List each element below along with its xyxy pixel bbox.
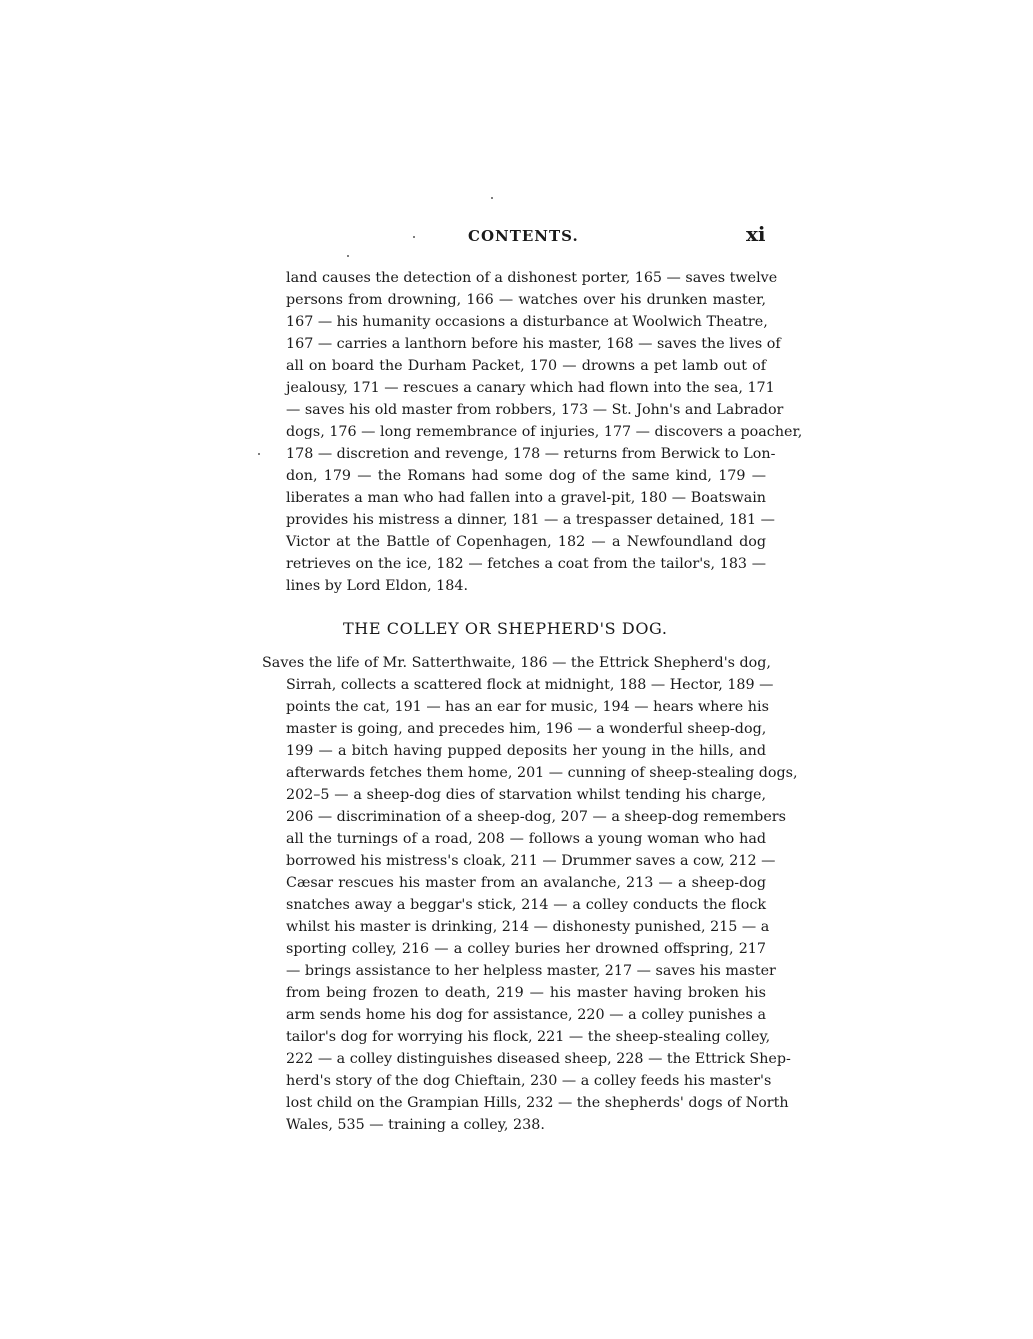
text-line: all on board the Durham Packet, 170 — drowns a pet lamb out of — [286, 358, 766, 374]
scan-speck — [491, 197, 493, 199]
text-line: 206 — discrimination of a sheep-dog, 207 — a sheep-dog remembers — [286, 809, 786, 825]
text-line: herd's story of the dog Chieftain, 230 — a colley feeds his master's — [286, 1073, 772, 1089]
text-line: afterwards fetches them home, 201 — cunning of sheep-stealing dogs, — [286, 765, 798, 781]
text-line: Saves the life of Mr. Satterthwaite, 186 — the Ettrick Shepherd's dog, — [262, 655, 771, 671]
scan-speck — [258, 453, 260, 455]
text-line: 202–5 — a sheep-dog dies of starvation whilst tending his charge, — [286, 787, 766, 803]
text-line: all the turnings of a road, 208 — follows a young woman who had — [286, 831, 766, 847]
text-line: borrowed his mistress's cloak, 211 — Drummer saves a cow, 212 — — [286, 853, 776, 869]
text-line: snatches away a beggar's stick, 214 — a colley conducts the flock — [286, 897, 766, 913]
text-line: — saves his old master from robbers, 173 — St. John's and Labrador — [286, 402, 784, 418]
text-line: tailor's dog for worrying his flock, 221 — the sheep-stealing colley, — [286, 1029, 771, 1045]
scan-speck — [413, 236, 415, 238]
page-number: xi — [746, 222, 766, 246]
text-line: persons from drowning, 166 — watches over his drunken master, — [286, 292, 766, 308]
text-line: provides his mistress a dinner, 181 — a trespasser detained, 181 — — [286, 512, 775, 528]
running-header-title: CONTENTS. — [468, 227, 579, 245]
text-line: master is going, and precedes him, 196 — a wonderful sheep-dog, — [286, 721, 767, 737]
text-line: arm sends home his dog for assistance, 220 — a colley punishes a — [286, 1007, 766, 1023]
text-line: from being frozen to death, 219 — his master having broken his — [286, 985, 766, 1001]
text-line: liberates a man who had fallen into a gravel-pit, 180 — Boatswain — [286, 490, 766, 506]
text-line: jealousy, 171 — rescues a canary which had flown into the sea, 171 — [286, 380, 775, 396]
text-line: Wales, 535 — training a colley, 238. — [286, 1117, 545, 1133]
text-line: points the cat, 191 — has an ear for music, 194 — hears where his — [286, 699, 769, 715]
text-line: don, 179 — the Romans had some dog of the same kind, 179 — — [286, 468, 766, 484]
text-line: land causes the detection of a dishonest porter, 165 — saves twelve — [286, 270, 778, 286]
text-line: 199 — a bitch having pupped deposits her young in the hills, and — [286, 743, 766, 759]
text-line: whilst his master is drinking, 214 — dishonesty punished, 215 — a — [286, 919, 770, 935]
text-line: Cæsar rescues his master from an avalanche, 213 — a sheep-dog — [286, 875, 766, 891]
text-line: 167 — his humanity occasions a disturbance at Woolwich Theatre, — [286, 314, 768, 330]
text-line: sporting colley, 216 — a colley buries her drowned offspring, 217 — [286, 941, 766, 957]
text-line: lines by Lord Eldon, 184. — [286, 578, 468, 594]
text-line: 167 — carries a lanthorn before his master, 168 — saves the lives of — [286, 336, 781, 352]
text-line: Sirrah, collects a scattered flock at midnight, 188 — Hector, 189 — — [286, 677, 774, 693]
text-line: Victor at the Battle of Copenhagen, 182 — a Newfoundland dog — [286, 534, 766, 550]
text-line: 178 — discretion and revenge, 178 — returns from Berwick to Lon- — [286, 446, 776, 462]
text-line: retrieves on the ice, 182 — fetches a coat from the tailor's, 183 — — [286, 556, 766, 572]
text-line: dogs, 176 — long remembrance of injuries, 177 — discovers a poacher, — [286, 424, 803, 440]
scan-speck — [347, 255, 349, 257]
text-line: 222 — a colley distinguishes diseased sheep, 228 — the Ettrick Shep- — [286, 1051, 791, 1067]
section-heading: THE COLLEY OR SHEPHERD'S DOG. — [343, 619, 668, 638]
text-line: — brings assistance to her helpless master, 217 — saves his master — [286, 963, 776, 979]
text-line: lost child on the Grampian Hills, 232 — the shepherds' dogs of North — [286, 1095, 789, 1111]
